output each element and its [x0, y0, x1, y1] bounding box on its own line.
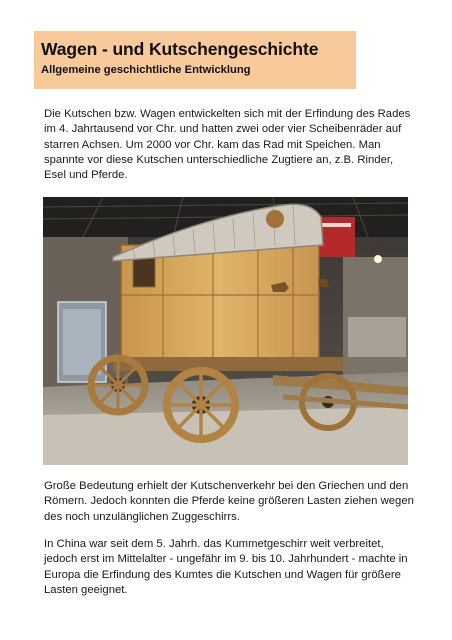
- intro-paragraph: Die Kutschen bzw. Wagen entwickelten sich mit der Erfindung des Rades im 4. Jahrtausend vor Chr. und hatten zwei oder vier Scheibenräder auf starren Achsen. Um 2000 vor Chr. kam das Rad mit Speichen. Man spannte vor diese Kutschen unterschiedliche Zugtiere an, z.B. Rinder, Esel und Pferde.: [44, 108, 411, 182]
- china-paragraph: In China war seit dem 5. Jahrh. das Kummetgeschirr weit verbreitet, jedoch erst im Mittelalter - ungefähr im 9. bis 10. Jahrhundert - machte in Europa die Erfindung des Kumtes die Kutschen und Wagen für größere Lasten geeignet.: [44, 538, 408, 596]
- page-subtitle: Allgemeine geschichtliche Entwicklung: [41, 64, 251, 76]
- museum-wagon-photo: [43, 197, 408, 465]
- title-box: [34, 31, 356, 89]
- page-title: Wagen - und Kutschengeschichte: [41, 39, 319, 59]
- greek-roman-paragraph: Große Bedeutung erhielt der Kutschenverkehr bei den Griechen und den Römern. Jedoch konnten die Pferde keine größeren Lasten ziehen wegen des noch unzulänglichen Zuggeschirrs.: [44, 480, 414, 523]
